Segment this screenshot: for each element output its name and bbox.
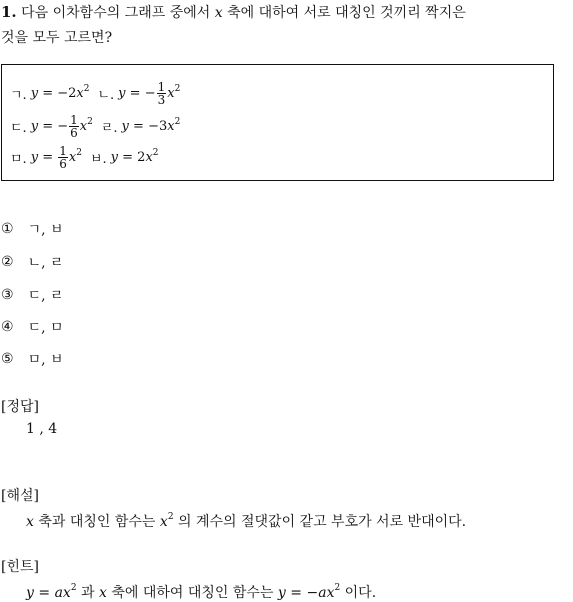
option-a-expr: $y = -2x^2$ [30,83,90,101]
option-c-label: ㄷ. [10,121,27,136]
choice-3-text: ㄷ, ㄹ [27,288,64,304]
option-f-label: ㅂ. [89,152,107,167]
hint-text-a: 과 [81,585,95,601]
choice-1[interactable] [1,219,64,239]
option-a [10,84,89,103]
choice-3[interactable] [1,285,64,305]
option-f-expr: $y = 2x^2$ [110,147,159,165]
options-row-2 [10,114,186,139]
choice-3-mark: ③ [1,287,14,303]
answer-value: 1 , 4 [26,421,58,437]
options-row-3 [10,145,165,170]
hint-text-b: 축에 대하여 대칭인 함수는 [111,585,274,601]
explanation-math: $x^2$ [159,512,174,530]
options-box [1,64,554,181]
choice-5-text: ㅁ, ㅂ [27,352,64,368]
choice-2-text: ㄴ, ㄹ [27,255,64,271]
hint-text-c: 이다. [344,585,377,601]
option-b [97,81,180,106]
explanation-var: x [26,514,34,530]
choice-5[interactable] [1,349,64,369]
choice-4-text: ㄷ, ㅁ [27,320,64,336]
option-e-expr: y = $\frac{1}{6}$ $x^2$ [30,144,82,171]
choice-5-mark: ⑤ [1,351,14,367]
explanation-text-a: 축과 대칭인 함수는 [38,514,156,530]
question-line-1 [1,2,466,22]
question-var: x [214,5,223,21]
choice-4-mark: ④ [1,319,14,335]
option-c-expr: y = − $\frac{1}{6}$ $x^2$ [30,113,93,140]
option-b-label: ㄴ. [97,88,115,103]
option-e [10,145,82,170]
question-text-a: 다음 이차함수의 그래프 중에서 [21,5,211,21]
option-d-expr: $y = -3x^2$ [121,116,181,134]
answer-title: [정답] [1,399,39,415]
hint-math-1: $y = ax^2$ [26,583,77,601]
hint-text [26,582,376,602]
hint-title: [힌트] [1,559,39,575]
option-b-expr: y = − $\frac{1}{3}$ $x^2$ [118,80,181,107]
choice-2[interactable] [1,252,64,272]
option-a-label: ㄱ. [10,88,27,103]
hint-math-2: $y = -ax^2$ [277,583,341,601]
option-d [101,117,180,136]
choice-1-mark: ① [1,221,14,237]
choice-4[interactable] [1,317,64,337]
explanation-title: [해설] [1,488,39,504]
explanation-text-b: 의 계수의 절댓값이 같고 부호가 서로 반대이다. [178,514,467,530]
options-row-1 [10,81,186,106]
choice-2-mark: ② [1,254,14,270]
question-number: 1. [1,3,17,21]
question-text-b: 축에 대하여 서로 대칭인 것끼리 짝지은 [227,5,466,21]
question-line-2: 것을 모두 고르면? [1,30,113,46]
option-e-label: ㅁ. [10,152,27,167]
option-f [90,148,159,167]
hint-var: x [98,585,107,601]
explanation-text [26,511,466,531]
choice-1-text: ㄱ, ㅂ [27,222,64,238]
option-c [10,114,93,139]
option-d-label: ㄹ. [100,121,118,136]
